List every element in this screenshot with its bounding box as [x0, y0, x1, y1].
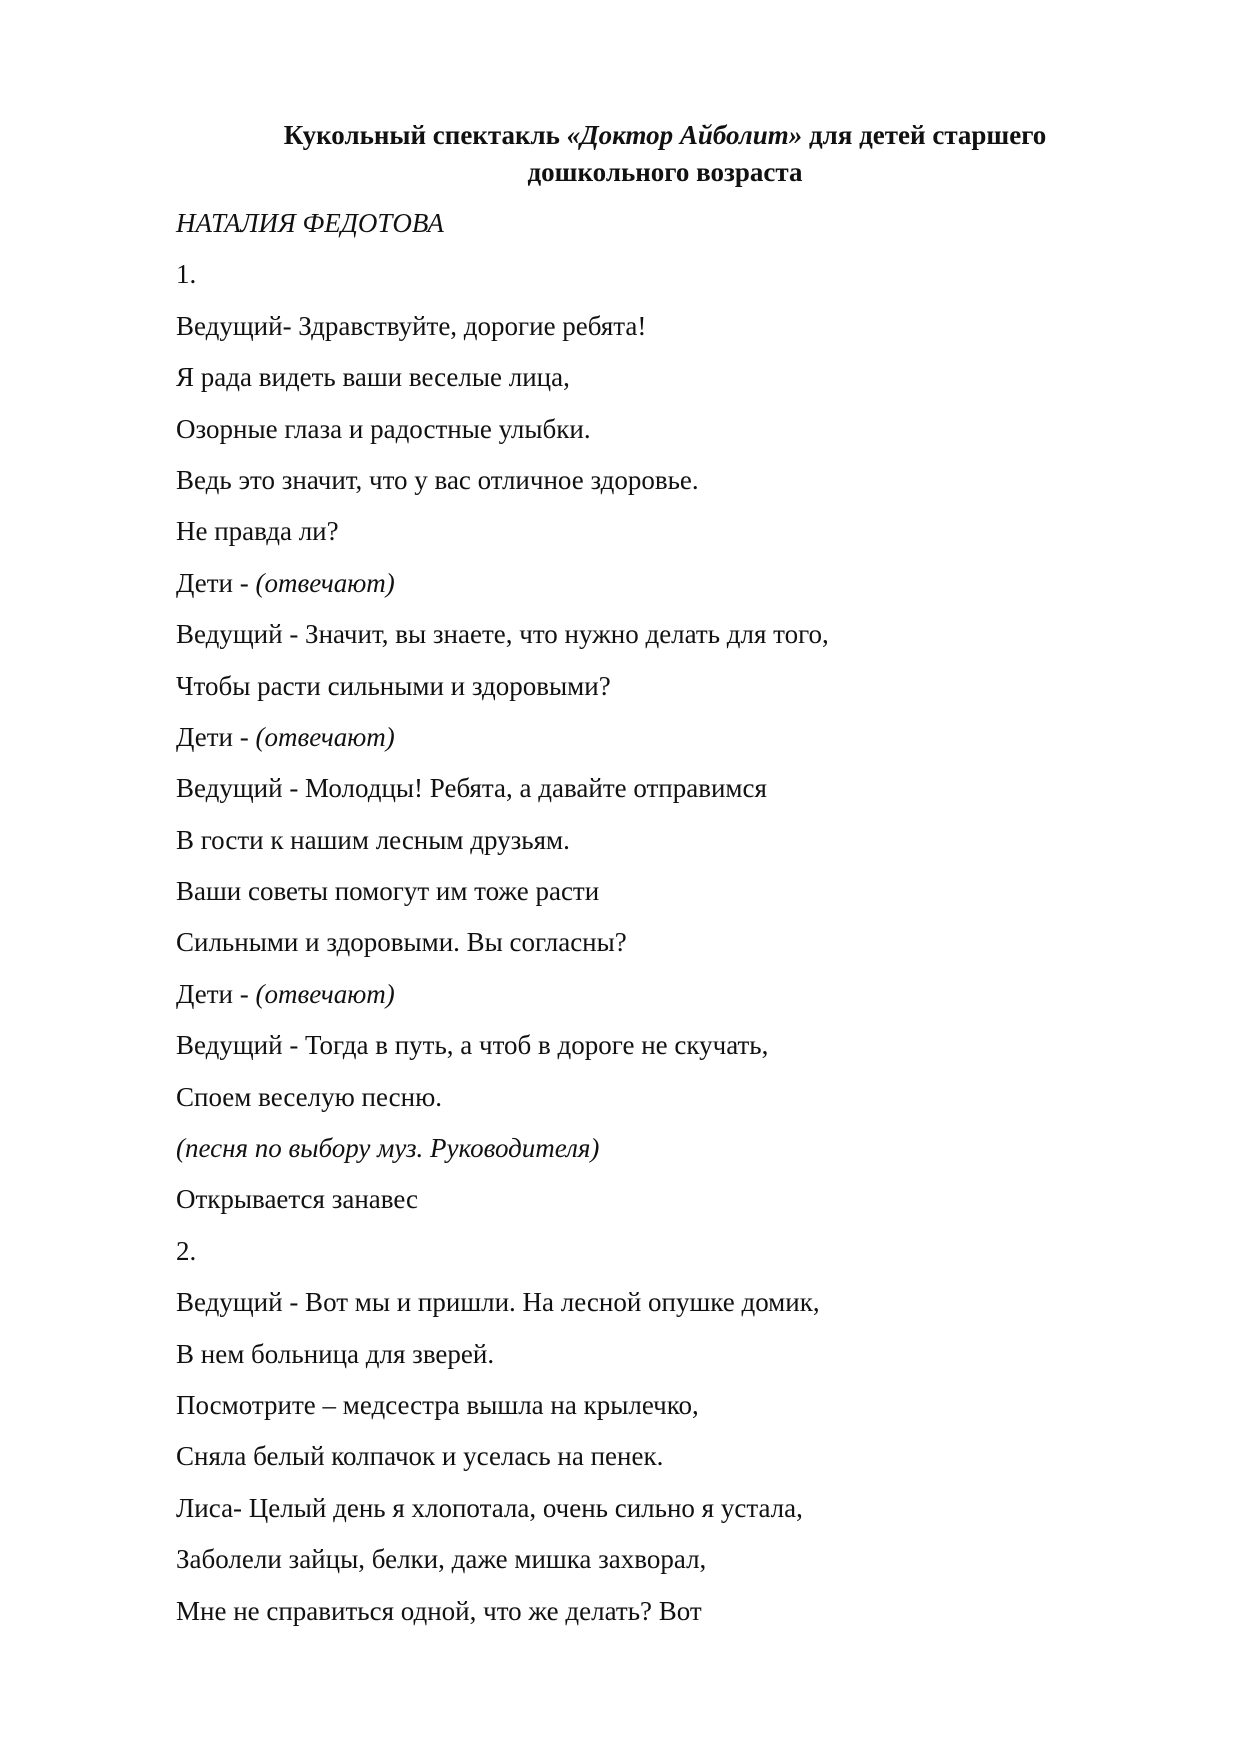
script-line — [176, 257, 1156, 308]
script-line-text: Ваши советы помогут им тоже расти — [176, 876, 600, 907]
script-line-text: Озорные глаза и радостные улыбки. — [176, 413, 591, 444]
script-line-text: Дети - — [176, 721, 256, 752]
stage-direction: (отвечают) — [255, 567, 395, 598]
script-line — [176, 1542, 1156, 1593]
script-line — [176, 412, 1156, 463]
script-line-text: 1. — [176, 259, 197, 290]
script-line-text: Ведущий - Вот мы и пришли. На лесной опушке домик, — [176, 1287, 820, 1318]
script-line — [176, 1131, 1156, 1182]
script-line — [176, 514, 1156, 565]
script-line — [176, 1491, 1156, 1542]
script-line — [176, 360, 1156, 411]
script-body — [176, 206, 1156, 1645]
script-line — [176, 874, 1156, 925]
script-line-text: Сильными и здоровыми. Вы согласны? — [176, 927, 627, 958]
script-line-text: Дети - — [176, 567, 256, 598]
script-line — [176, 1028, 1156, 1079]
script-line-text: Не правда ли? — [176, 516, 339, 547]
title-text-end: для детей старшего — [802, 120, 1047, 150]
script-line-text: В гости к нашим лесным друзьям. — [176, 824, 570, 855]
title-play-name: «Доктор Айболит» — [566, 120, 803, 150]
script-line-text: Открывается занавес — [176, 1184, 419, 1215]
script-line — [176, 1388, 1156, 1439]
script-line-text: Посмотрите – медсестра вышла на крылечко, — [176, 1389, 699, 1420]
script-line — [176, 463, 1156, 514]
script-line-text: Ведущий- Здравствуйте, дорогие ребята! — [176, 310, 647, 341]
script-line-text: Ведь это значит, что у вас отличное здоровье. — [176, 464, 699, 495]
author-name: НАТАЛИЯ ФЕДОТОВА — [176, 208, 444, 238]
stage-direction: (отвечают) — [255, 978, 395, 1009]
script-line — [176, 1080, 1156, 1131]
script-line-text: Дети - — [176, 978, 256, 1009]
script-line — [176, 823, 1156, 874]
stage-direction: (песня по выбору муз. Руководителя) — [176, 1133, 600, 1164]
script-line — [176, 1337, 1156, 1388]
script-line-text: 2. — [176, 1235, 197, 1266]
script-line — [176, 1285, 1156, 1336]
script-line — [176, 1439, 1156, 1490]
title-text-start: Кукольный спектакль — [283, 120, 567, 150]
script-line — [176, 1182, 1156, 1233]
script-line — [176, 771, 1156, 822]
script-line-text: Ведущий - Молодцы! Ребята, а давайте отправимся — [176, 773, 767, 804]
script-line-text: Сняла белый колпачок и уселась на пенек. — [176, 1441, 664, 1472]
title-line-2: дошкольного возраста — [527, 157, 803, 187]
script-line-text: Ведущий - Тогда в путь, а чтоб в дороге не скучать, — [176, 1030, 769, 1061]
script-line-text: Чтобы расти сильными и здоровыми? — [176, 670, 611, 701]
script-line — [176, 566, 1156, 617]
script-line — [176, 977, 1156, 1028]
script-line — [176, 1594, 1156, 1645]
script-line — [176, 617, 1156, 668]
script-line — [176, 1234, 1156, 1285]
script-line-text: Споем веселую песню. — [176, 1081, 443, 1112]
script-line-text: Заболели зайцы, белки, даже мишка захворал, — [176, 1544, 707, 1575]
script-line — [176, 925, 1156, 976]
title-line-1 — [236, 117, 1094, 154]
script-line-text: Я рада видеть ваши веселые лица, — [176, 362, 570, 393]
script-line — [176, 669, 1156, 720]
script-line — [176, 309, 1156, 360]
script-line-text: В нем больница для зверей. — [176, 1338, 495, 1369]
script-line-text: Лиса- Целый день я хлопотала, очень сильно я устала, — [176, 1492, 803, 1523]
document-title — [236, 117, 1094, 191]
script-line — [176, 720, 1156, 771]
script-line-text: Ведущий - Значит, вы знаете, что нужно делать для того, — [176, 619, 829, 650]
script-line-text: Мне не справиться одной, что же делать? Вот — [176, 1595, 702, 1626]
stage-direction: (отвечают) — [255, 721, 395, 752]
